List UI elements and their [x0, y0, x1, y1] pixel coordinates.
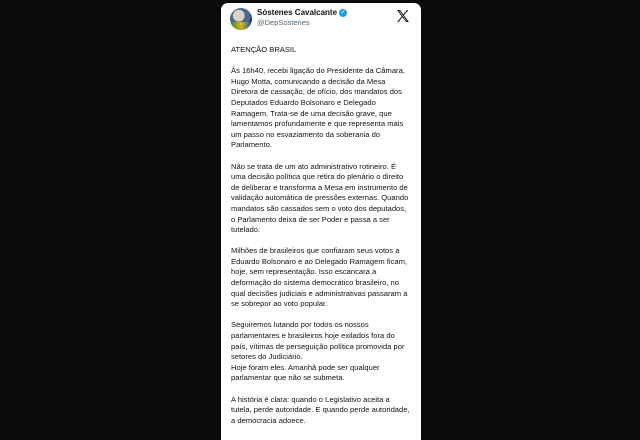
author-name-row	[257, 8, 347, 18]
tweet-body	[221, 37, 421, 426]
tweet-paragraph: Seguiremos lutando por todos os nossos parlamentares e brasileiros hoje exilados fora do país, vítimas de perseguição política promovida por setores do Judiciário. Hoje foram eles. Amanhã pode ser qualquer parlamentar que não se submeta.	[231, 320, 405, 383]
tweet-paragraph: Não se trata de um ato administrativo rotineiro. É uma decisão política que retira do plenário o direito de deliberar e transforma a Mesa em instrumento de validação automática de pressões externas. Quando mandatos são cassados sem o voto dos deputados, o Parlamento deixa de ser Poder e passa a ser tutelado.	[231, 161, 409, 235]
avatar-flag-overlay	[230, 22, 252, 30]
tweet-paragraph: Às 16h40, recebi ligação do Presidente da Câmara, Hugo Motta, comunicando a decisão da Mesa Diretora de cassação, de ofício, dos mandatos dos Deputados Eduardo Bolsonaro e Delegado Ramagem. Trata-se de uma decisão grave, que lamentamos profundamente e que representa mais um passo no esvaziamento da soberania do Parlamento.	[231, 66, 405, 150]
tweet-headline: ATENÇÃO BRASIL	[231, 45, 297, 54]
tweet-paragraph: A história é clara: quando o Legislativo aceita a tutela, perde autoridade. E quando perde autoridade, a democracia adoece.	[231, 394, 410, 425]
verified-badge-icon: ✓	[340, 10, 346, 16]
avatar[interactable]	[230, 8, 252, 30]
author-info[interactable]	[257, 8, 347, 28]
author-name[interactable]: Sóstenes Cavalcante	[257, 8, 338, 17]
tweet-paragraph: Milhões de brasileiros que confiaram seus votos a Eduardo Bolsonaro e ao Delegado Ramagem ficam, hoje, sem representação. Isso escancara a deformação do sistema democrático brasileiro, no qual decisões judiciais e administrativas passaram a se sobrepor ao voto popular.	[231, 246, 408, 309]
tweet-header	[221, 3, 421, 37]
x-logo-icon[interactable]	[395, 8, 411, 24]
tweet-card[interactable]	[221, 3, 421, 440]
author-handle[interactable]: @DepSostenes	[257, 18, 310, 27]
